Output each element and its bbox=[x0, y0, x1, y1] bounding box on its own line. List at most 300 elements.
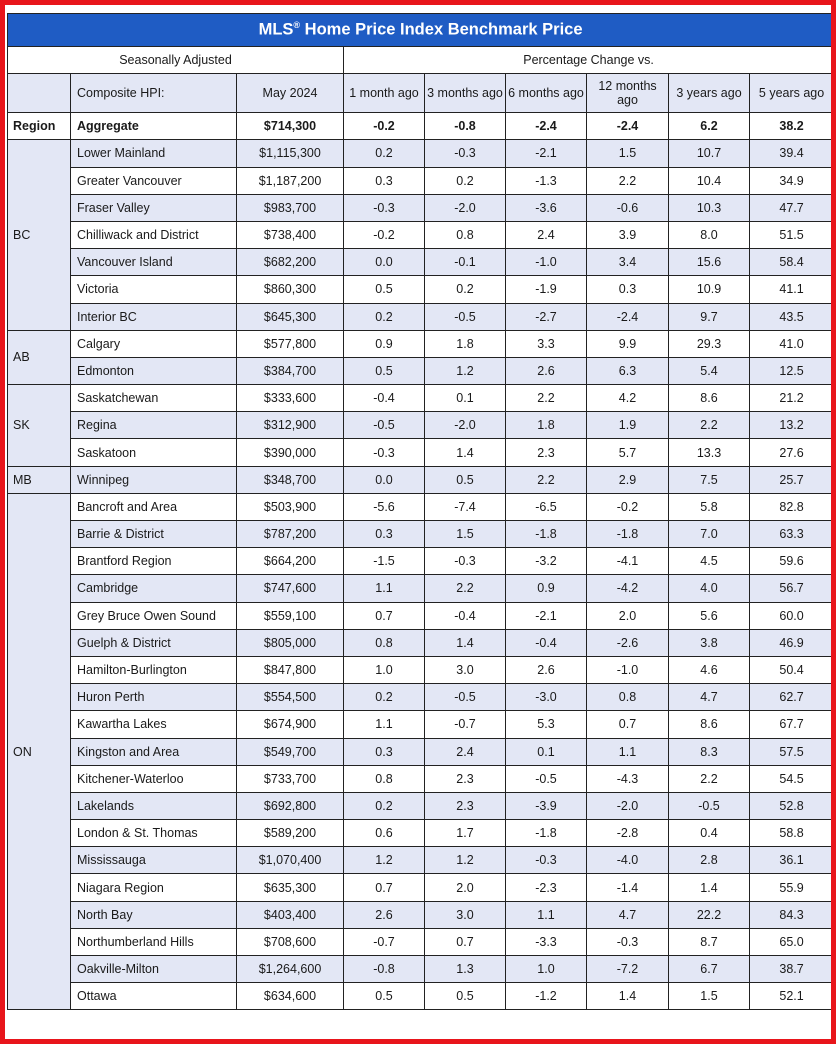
market-name: Barrie & District bbox=[71, 521, 237, 548]
table-row bbox=[8, 928, 834, 955]
change-3m: -0.7 bbox=[425, 711, 506, 738]
market-name: Interior BC bbox=[71, 303, 237, 330]
change-6m: -2.1 bbox=[506, 140, 587, 167]
change-12m: 1.9 bbox=[587, 412, 669, 439]
aggregate-change-6m: -2.4 bbox=[506, 113, 587, 140]
change-3y: 1.5 bbox=[669, 983, 750, 1010]
change-3m: -0.3 bbox=[425, 548, 506, 575]
change-12m: 4.7 bbox=[587, 901, 669, 928]
composite-hpi-header: Composite HPI: bbox=[71, 74, 237, 113]
market-name: Grey Bruce Owen Sound bbox=[71, 602, 237, 629]
change-12m: -1.0 bbox=[587, 656, 669, 683]
province-code: SK bbox=[8, 385, 71, 467]
change-1m: 0.2 bbox=[344, 792, 425, 819]
change-3m: 2.0 bbox=[425, 874, 506, 901]
market-name: Victoria bbox=[71, 276, 237, 303]
change-3m: -2.0 bbox=[425, 412, 506, 439]
change-3y: 4.5 bbox=[669, 548, 750, 575]
change-12m: -2.0 bbox=[587, 792, 669, 819]
benchmark-price: $554,500 bbox=[237, 684, 344, 711]
change-12m: -2.4 bbox=[587, 303, 669, 330]
change-3m: 0.2 bbox=[425, 276, 506, 303]
benchmark-price: $333,600 bbox=[237, 385, 344, 412]
change-5y: 12.5 bbox=[750, 357, 834, 384]
benchmark-price: $747,600 bbox=[237, 575, 344, 602]
change-3y: 5.4 bbox=[669, 357, 750, 384]
change-3y: 3.8 bbox=[669, 629, 750, 656]
table-row bbox=[8, 656, 834, 683]
header-blank-cell bbox=[8, 74, 71, 113]
change-5y: 63.3 bbox=[750, 521, 834, 548]
change-3m: -0.4 bbox=[425, 602, 506, 629]
change-3y: 5.6 bbox=[669, 602, 750, 629]
change-1m: 1.1 bbox=[344, 711, 425, 738]
change-6m: -3.9 bbox=[506, 792, 587, 819]
benchmark-price: $682,200 bbox=[237, 249, 344, 276]
benchmark-price: $645,300 bbox=[237, 303, 344, 330]
change-1m: 0.2 bbox=[344, 140, 425, 167]
change-3m: 0.1 bbox=[425, 385, 506, 412]
change-1m: 0.2 bbox=[344, 303, 425, 330]
table-row bbox=[8, 493, 834, 520]
change-5y: 84.3 bbox=[750, 901, 834, 928]
change-3m: 2.4 bbox=[425, 738, 506, 765]
province-code: MB bbox=[8, 466, 71, 493]
change-6m: -1.8 bbox=[506, 521, 587, 548]
change-3y: 4.7 bbox=[669, 684, 750, 711]
market-name: Saskatchewan bbox=[71, 385, 237, 412]
table-row bbox=[8, 820, 834, 847]
change-3m: 1.7 bbox=[425, 820, 506, 847]
change-5y: 34.9 bbox=[750, 167, 834, 194]
change-1m: -0.3 bbox=[344, 194, 425, 221]
change-3m: -2.0 bbox=[425, 194, 506, 221]
market-name: Saskatoon bbox=[71, 439, 237, 466]
change-6m: -0.5 bbox=[506, 765, 587, 792]
table-row bbox=[8, 167, 834, 194]
table-row bbox=[8, 521, 834, 548]
change-5y: 39.4 bbox=[750, 140, 834, 167]
change-5y: 41.0 bbox=[750, 330, 834, 357]
change-12m: 0.3 bbox=[587, 276, 669, 303]
aggregate-change-1m: -0.2 bbox=[344, 113, 425, 140]
col-header-3m: 3 months ago bbox=[425, 74, 506, 113]
market-name: Chilliwack and District bbox=[71, 221, 237, 248]
change-1m: 0.6 bbox=[344, 820, 425, 847]
benchmark-price: $983,700 bbox=[237, 194, 344, 221]
change-5y: 47.7 bbox=[750, 194, 834, 221]
change-1m: 0.7 bbox=[344, 602, 425, 629]
table-row bbox=[8, 575, 834, 602]
benchmark-price: $403,400 bbox=[237, 901, 344, 928]
change-3y: 5.8 bbox=[669, 493, 750, 520]
change-6m: -1.9 bbox=[506, 276, 587, 303]
market-name: Kingston and Area bbox=[71, 738, 237, 765]
change-1m: 0.9 bbox=[344, 330, 425, 357]
change-12m: -1.4 bbox=[587, 874, 669, 901]
table-row bbox=[8, 901, 834, 928]
change-1m: 0.3 bbox=[344, 738, 425, 765]
market-name: Cambridge bbox=[71, 575, 237, 602]
benchmark-price: $664,200 bbox=[237, 548, 344, 575]
market-name: Ottawa bbox=[71, 983, 237, 1010]
benchmark-price: $348,700 bbox=[237, 466, 344, 493]
change-3y: 9.7 bbox=[669, 303, 750, 330]
table-body bbox=[8, 113, 834, 1010]
benchmark-price: $384,700 bbox=[237, 357, 344, 384]
change-5y: 46.9 bbox=[750, 629, 834, 656]
change-12m: -4.0 bbox=[587, 847, 669, 874]
aggregate-price: $714,300 bbox=[237, 113, 344, 140]
change-6m: -2.1 bbox=[506, 602, 587, 629]
table-row bbox=[8, 221, 834, 248]
change-5y: 55.9 bbox=[750, 874, 834, 901]
change-6m: -1.2 bbox=[506, 983, 587, 1010]
change-1m: 0.3 bbox=[344, 167, 425, 194]
change-1m: 0.5 bbox=[344, 357, 425, 384]
benchmark-price: $847,800 bbox=[237, 656, 344, 683]
change-5y: 21.2 bbox=[750, 385, 834, 412]
change-3y: 2.2 bbox=[669, 765, 750, 792]
change-12m: -4.2 bbox=[587, 575, 669, 602]
table-row bbox=[8, 983, 834, 1010]
change-3y: 13.3 bbox=[669, 439, 750, 466]
change-1m: 0.8 bbox=[344, 629, 425, 656]
table-row bbox=[8, 874, 834, 901]
change-12m: 5.7 bbox=[587, 439, 669, 466]
change-6m: -1.3 bbox=[506, 167, 587, 194]
market-name: Huron Perth bbox=[71, 684, 237, 711]
change-3m: -0.5 bbox=[425, 303, 506, 330]
change-5y: 58.8 bbox=[750, 820, 834, 847]
change-12m: 2.0 bbox=[587, 602, 669, 629]
change-6m: 2.3 bbox=[506, 439, 587, 466]
change-6m: 2.4 bbox=[506, 221, 587, 248]
change-6m: -0.4 bbox=[506, 629, 587, 656]
change-1m: -5.6 bbox=[344, 493, 425, 520]
market-name: Oakville-Milton bbox=[71, 956, 237, 983]
market-name: Vancouver Island bbox=[71, 249, 237, 276]
change-3m: 1.2 bbox=[425, 847, 506, 874]
benchmark-price: $708,600 bbox=[237, 928, 344, 955]
benchmark-price: $1,264,600 bbox=[237, 956, 344, 983]
market-name: London & St. Thomas bbox=[71, 820, 237, 847]
change-3y: 7.5 bbox=[669, 466, 750, 493]
col-header-5y: 5 years ago bbox=[750, 74, 834, 113]
change-3y: 2.2 bbox=[669, 412, 750, 439]
change-12m: 2.9 bbox=[587, 466, 669, 493]
table-row bbox=[8, 548, 834, 575]
change-5y: 62.7 bbox=[750, 684, 834, 711]
change-5y: 56.7 bbox=[750, 575, 834, 602]
change-6m: 1.8 bbox=[506, 412, 587, 439]
benchmark-price: $787,200 bbox=[237, 521, 344, 548]
market-name: Lower Mainland bbox=[71, 140, 237, 167]
change-3y: 10.9 bbox=[669, 276, 750, 303]
change-3y: 4.6 bbox=[669, 656, 750, 683]
change-5y: 65.0 bbox=[750, 928, 834, 955]
change-1m: -0.3 bbox=[344, 439, 425, 466]
market-name: Guelph & District bbox=[71, 629, 237, 656]
change-3y: 7.0 bbox=[669, 521, 750, 548]
change-3m: 1.8 bbox=[425, 330, 506, 357]
change-12m: 4.2 bbox=[587, 385, 669, 412]
change-6m: 0.1 bbox=[506, 738, 587, 765]
change-3m: 1.4 bbox=[425, 439, 506, 466]
table-row bbox=[8, 792, 834, 819]
change-5y: 57.5 bbox=[750, 738, 834, 765]
market-name: Hamilton-Burlington bbox=[71, 656, 237, 683]
market-name: Edmonton bbox=[71, 357, 237, 384]
aggregate-change-12m: -2.4 bbox=[587, 113, 669, 140]
change-12m: -0.6 bbox=[587, 194, 669, 221]
change-5y: 36.1 bbox=[750, 847, 834, 874]
change-12m: 3.9 bbox=[587, 221, 669, 248]
change-3y: 10.3 bbox=[669, 194, 750, 221]
change-12m: 9.9 bbox=[587, 330, 669, 357]
market-name: Winnipeg bbox=[71, 466, 237, 493]
market-name: Mississauga bbox=[71, 847, 237, 874]
aggregate-name: Aggregate bbox=[71, 113, 237, 140]
benchmark-price: $1,187,200 bbox=[237, 167, 344, 194]
benchmark-price: $860,300 bbox=[237, 276, 344, 303]
change-3y: 1.4 bbox=[669, 874, 750, 901]
change-6m: 0.9 bbox=[506, 575, 587, 602]
col-header-12m: 12 months ago bbox=[587, 74, 669, 113]
change-6m: 1.0 bbox=[506, 956, 587, 983]
change-3m: -0.1 bbox=[425, 249, 506, 276]
change-3y: 8.7 bbox=[669, 928, 750, 955]
change-12m: -4.3 bbox=[587, 765, 669, 792]
change-5y: 67.7 bbox=[750, 711, 834, 738]
benchmark-price: $1,115,300 bbox=[237, 140, 344, 167]
change-6m: 2.2 bbox=[506, 466, 587, 493]
change-3y: 8.3 bbox=[669, 738, 750, 765]
table-title: MLS® Home Price Index Benchmark Price bbox=[8, 14, 834, 47]
change-1m: -0.4 bbox=[344, 385, 425, 412]
change-6m: -6.5 bbox=[506, 493, 587, 520]
change-5y: 51.5 bbox=[750, 221, 834, 248]
market-name: Kitchener-Waterloo bbox=[71, 765, 237, 792]
change-3y: 29.3 bbox=[669, 330, 750, 357]
market-name: North Bay bbox=[71, 901, 237, 928]
benchmark-price: $733,700 bbox=[237, 765, 344, 792]
market-name: Bancroft and Area bbox=[71, 493, 237, 520]
table-row bbox=[8, 466, 834, 493]
col-header-3y: 3 years ago bbox=[669, 74, 750, 113]
change-3m: -7.4 bbox=[425, 493, 506, 520]
change-1m: -0.5 bbox=[344, 412, 425, 439]
change-1m: 0.5 bbox=[344, 983, 425, 1010]
change-6m: 2.6 bbox=[506, 656, 587, 683]
change-1m: 1.1 bbox=[344, 575, 425, 602]
benchmark-price: $312,900 bbox=[237, 412, 344, 439]
change-3m: 2.3 bbox=[425, 792, 506, 819]
table-row bbox=[8, 602, 834, 629]
month-header: May 2024 bbox=[237, 74, 344, 113]
change-6m: 2.2 bbox=[506, 385, 587, 412]
seasonally-adjusted-header: Seasonally Adjusted bbox=[8, 47, 344, 74]
change-3m: -0.5 bbox=[425, 684, 506, 711]
table-row bbox=[8, 711, 834, 738]
change-5y: 60.0 bbox=[750, 602, 834, 629]
change-6m: -1.0 bbox=[506, 249, 587, 276]
table-row bbox=[8, 276, 834, 303]
change-3m: 1.3 bbox=[425, 956, 506, 983]
table-row bbox=[8, 385, 834, 412]
change-3m: 3.0 bbox=[425, 656, 506, 683]
change-6m: -3.2 bbox=[506, 548, 587, 575]
change-3m: 2.3 bbox=[425, 765, 506, 792]
change-3y: 15.6 bbox=[669, 249, 750, 276]
benchmark-price: $559,100 bbox=[237, 602, 344, 629]
change-6m: -3.3 bbox=[506, 928, 587, 955]
aggregate-change-5y: 38.2 bbox=[750, 113, 834, 140]
change-5y: 52.1 bbox=[750, 983, 834, 1010]
market-name: Niagara Region bbox=[71, 874, 237, 901]
change-3m: 0.8 bbox=[425, 221, 506, 248]
change-12m: -4.1 bbox=[587, 548, 669, 575]
benchmark-price: $635,300 bbox=[237, 874, 344, 901]
change-1m: 0.0 bbox=[344, 249, 425, 276]
change-3y: 6.7 bbox=[669, 956, 750, 983]
change-12m: 1.1 bbox=[587, 738, 669, 765]
change-12m: 0.8 bbox=[587, 684, 669, 711]
change-3y: -0.5 bbox=[669, 792, 750, 819]
change-12m: -2.6 bbox=[587, 629, 669, 656]
change-12m: 0.7 bbox=[587, 711, 669, 738]
col-header-1m: 1 month ago bbox=[344, 74, 425, 113]
change-3m: 0.5 bbox=[425, 983, 506, 1010]
benchmark-price: $503,900 bbox=[237, 493, 344, 520]
change-3m: -0.3 bbox=[425, 140, 506, 167]
table-row bbox=[8, 765, 834, 792]
change-3m: 0.5 bbox=[425, 466, 506, 493]
change-1m: -0.8 bbox=[344, 956, 425, 983]
change-3y: 8.0 bbox=[669, 221, 750, 248]
province-code: BC bbox=[8, 140, 71, 330]
change-5y: 41.1 bbox=[750, 276, 834, 303]
province-code: AB bbox=[8, 330, 71, 384]
change-3y: 2.8 bbox=[669, 847, 750, 874]
col-header-6m: 6 months ago bbox=[506, 74, 587, 113]
market-name: Lakelands bbox=[71, 792, 237, 819]
change-6m: -1.8 bbox=[506, 820, 587, 847]
market-name: Northumberland Hills bbox=[71, 928, 237, 955]
benchmark-price: $1,070,400 bbox=[237, 847, 344, 874]
province-code: ON bbox=[8, 493, 71, 1010]
change-5y: 27.6 bbox=[750, 439, 834, 466]
change-1m: 1.0 bbox=[344, 656, 425, 683]
table-row bbox=[8, 629, 834, 656]
change-12m: 3.4 bbox=[587, 249, 669, 276]
change-1m: -0.7 bbox=[344, 928, 425, 955]
change-6m: 2.6 bbox=[506, 357, 587, 384]
change-1m: 0.3 bbox=[344, 521, 425, 548]
change-3m: 0.2 bbox=[425, 167, 506, 194]
change-3y: 8.6 bbox=[669, 711, 750, 738]
change-5y: 52.8 bbox=[750, 792, 834, 819]
change-1m: 0.7 bbox=[344, 874, 425, 901]
table-row bbox=[8, 738, 834, 765]
change-1m: 1.2 bbox=[344, 847, 425, 874]
change-12m: -0.3 bbox=[587, 928, 669, 955]
change-1m: -1.5 bbox=[344, 548, 425, 575]
market-name: Fraser Valley bbox=[71, 194, 237, 221]
benchmark-price: $634,600 bbox=[237, 983, 344, 1010]
benchmark-price: $589,200 bbox=[237, 820, 344, 847]
change-5y: 25.7 bbox=[750, 466, 834, 493]
change-5y: 59.6 bbox=[750, 548, 834, 575]
change-12m: -0.2 bbox=[587, 493, 669, 520]
change-3y: 0.4 bbox=[669, 820, 750, 847]
table-row bbox=[8, 684, 834, 711]
benchmark-price: $805,000 bbox=[237, 629, 344, 656]
market-name: Calgary bbox=[71, 330, 237, 357]
change-5y: 43.5 bbox=[750, 303, 834, 330]
change-3y: 10.4 bbox=[669, 167, 750, 194]
change-12m: -7.2 bbox=[587, 956, 669, 983]
aggregate-row bbox=[8, 113, 834, 140]
table-row bbox=[8, 956, 834, 983]
change-5y: 50.4 bbox=[750, 656, 834, 683]
change-12m: 2.2 bbox=[587, 167, 669, 194]
change-3y: 22.2 bbox=[669, 901, 750, 928]
change-5y: 13.2 bbox=[750, 412, 834, 439]
change-3y: 4.0 bbox=[669, 575, 750, 602]
change-3m: 1.4 bbox=[425, 629, 506, 656]
benchmark-price: $577,800 bbox=[237, 330, 344, 357]
change-1m: 2.6 bbox=[344, 901, 425, 928]
benchmark-price: $738,400 bbox=[237, 221, 344, 248]
change-6m: -3.6 bbox=[506, 194, 587, 221]
change-3y: 8.6 bbox=[669, 385, 750, 412]
market-name: Brantford Region bbox=[71, 548, 237, 575]
change-3y: 10.7 bbox=[669, 140, 750, 167]
change-3m: 0.7 bbox=[425, 928, 506, 955]
table-row bbox=[8, 412, 834, 439]
table-row bbox=[8, 847, 834, 874]
change-5y: 38.7 bbox=[750, 956, 834, 983]
change-3m: 1.5 bbox=[425, 521, 506, 548]
change-12m: 1.5 bbox=[587, 140, 669, 167]
region-label: Region bbox=[8, 113, 71, 140]
market-name: Greater Vancouver bbox=[71, 167, 237, 194]
hpi-table bbox=[7, 13, 834, 1010]
benchmark-price: $549,700 bbox=[237, 738, 344, 765]
table-row bbox=[8, 140, 834, 167]
market-name: Kawartha Lakes bbox=[71, 711, 237, 738]
change-6m: -3.0 bbox=[506, 684, 587, 711]
change-5y: 58.4 bbox=[750, 249, 834, 276]
change-12m: -1.8 bbox=[587, 521, 669, 548]
change-6m: -2.7 bbox=[506, 303, 587, 330]
market-name: Regina bbox=[71, 412, 237, 439]
change-6m: 3.3 bbox=[506, 330, 587, 357]
benchmark-price: $390,000 bbox=[237, 439, 344, 466]
table-row bbox=[8, 439, 834, 466]
change-6m: -2.3 bbox=[506, 874, 587, 901]
change-1m: 0.0 bbox=[344, 466, 425, 493]
change-3m: 3.0 bbox=[425, 901, 506, 928]
change-1m: 0.8 bbox=[344, 765, 425, 792]
change-6m: 5.3 bbox=[506, 711, 587, 738]
change-1m: 0.5 bbox=[344, 276, 425, 303]
change-12m: -2.8 bbox=[587, 820, 669, 847]
change-6m: -0.3 bbox=[506, 847, 587, 874]
change-12m: 6.3 bbox=[587, 357, 669, 384]
table-row bbox=[8, 357, 834, 384]
